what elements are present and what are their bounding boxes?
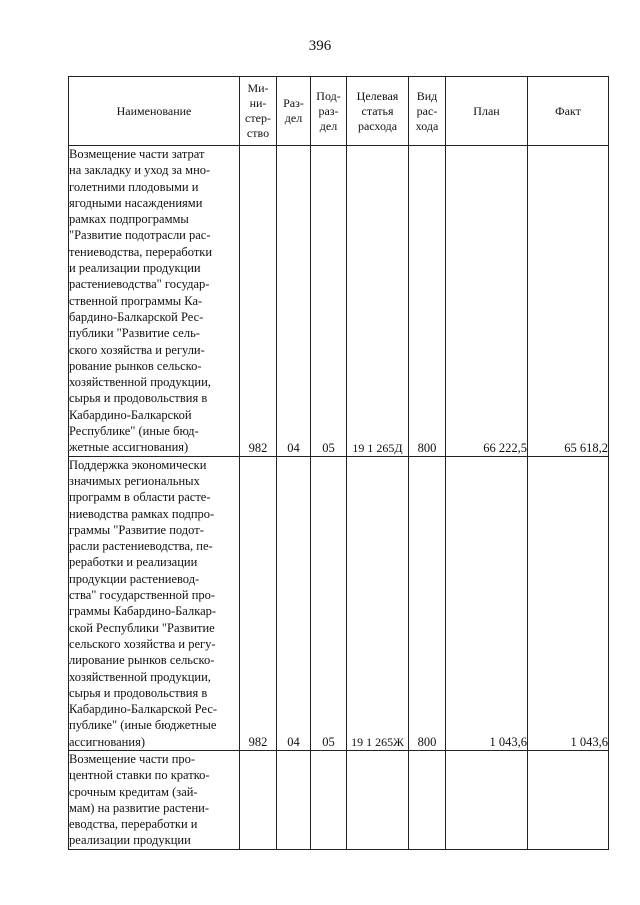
target-article-cell [347,750,409,849]
target-article-cell: 19 1 265Д [347,146,409,457]
header-section: Раз- дел [277,77,311,146]
expense-type-cell: 800 [409,146,446,457]
fact-cell [528,750,609,849]
section-cell: 04 [277,456,311,750]
table-row [69,146,609,457]
ministry-cell: 982 [240,146,277,457]
plan-cell [446,750,528,849]
budget-table [68,76,609,850]
header-ministry: Ми- ни- стер- ство [240,77,277,146]
fact-cell: 1 043,6 [528,456,609,750]
header-row [69,77,609,146]
subsection-cell: 05 [311,456,347,750]
header-subsection: Под- раз- дел [311,77,347,146]
expense-type-cell [409,750,446,849]
table-row [69,456,609,750]
plan-cell: 1 043,6 [446,456,528,750]
ministry-cell [240,750,277,849]
row-name-cell: Возмещение части затрат на закладку и уход за мно- голетними плодовыми и ягодными насаждениями рамках подпрограммы "Развитие подотрасли рас- тениеводства, переработки и реализации продукции растениеводства" государ- ственной программы Ка- бардино-Балкарской Рес- публики "Развитие сель- ского хозяйства и регули- рование рынков сельско- хозяйственной продукции, сырья и продовольствия в Кабардино-Балкарской Республике" (иные бюд- жетные ассигнования) [69,146,240,457]
subsection-cell [311,750,347,849]
header-plan: План [446,77,528,146]
ministry-cell: 982 [240,456,277,750]
subsection-cell: 05 [311,146,347,457]
page-number: 396 [308,38,332,54]
target-article-cell: 19 1 265Ж [347,456,409,750]
section-cell [277,750,311,849]
header-expense-type: Вид рас- хода [409,77,446,146]
expense-type-cell: 800 [409,456,446,750]
header-fact: Факт [528,77,609,146]
header-target-article: Целевая статья расхода [347,77,409,146]
plan-cell: 66 222,5 [446,146,528,457]
header-name: Наименование [69,77,240,146]
row-name-cell: Поддержка экономически значимых региональных программ в области расте- ниеводства рамках подпро- граммы "Развитие подот- расли растениеводства, пе- реработки и реализации продукции растениевод- ства" государственной про- граммы Кабардино-Балкар- ской Республики "Развитие сельского хозяйства и регу- лирование рынков сельско- хозяйственной продукции, сырья и продовольствия в Кабардино-Балкарской Рес- публике" (иные бюджетные ассигнования) [69,456,240,750]
fact-cell: 65 618,2 [528,146,609,457]
section-cell: 04 [277,146,311,457]
table-row [69,750,609,849]
row-name-cell: Возмещение части про- центной ставки по кратко- срочным кредитам (зай- мам) на развитие растени- еводства, переработки и реализации продукции [69,750,240,849]
